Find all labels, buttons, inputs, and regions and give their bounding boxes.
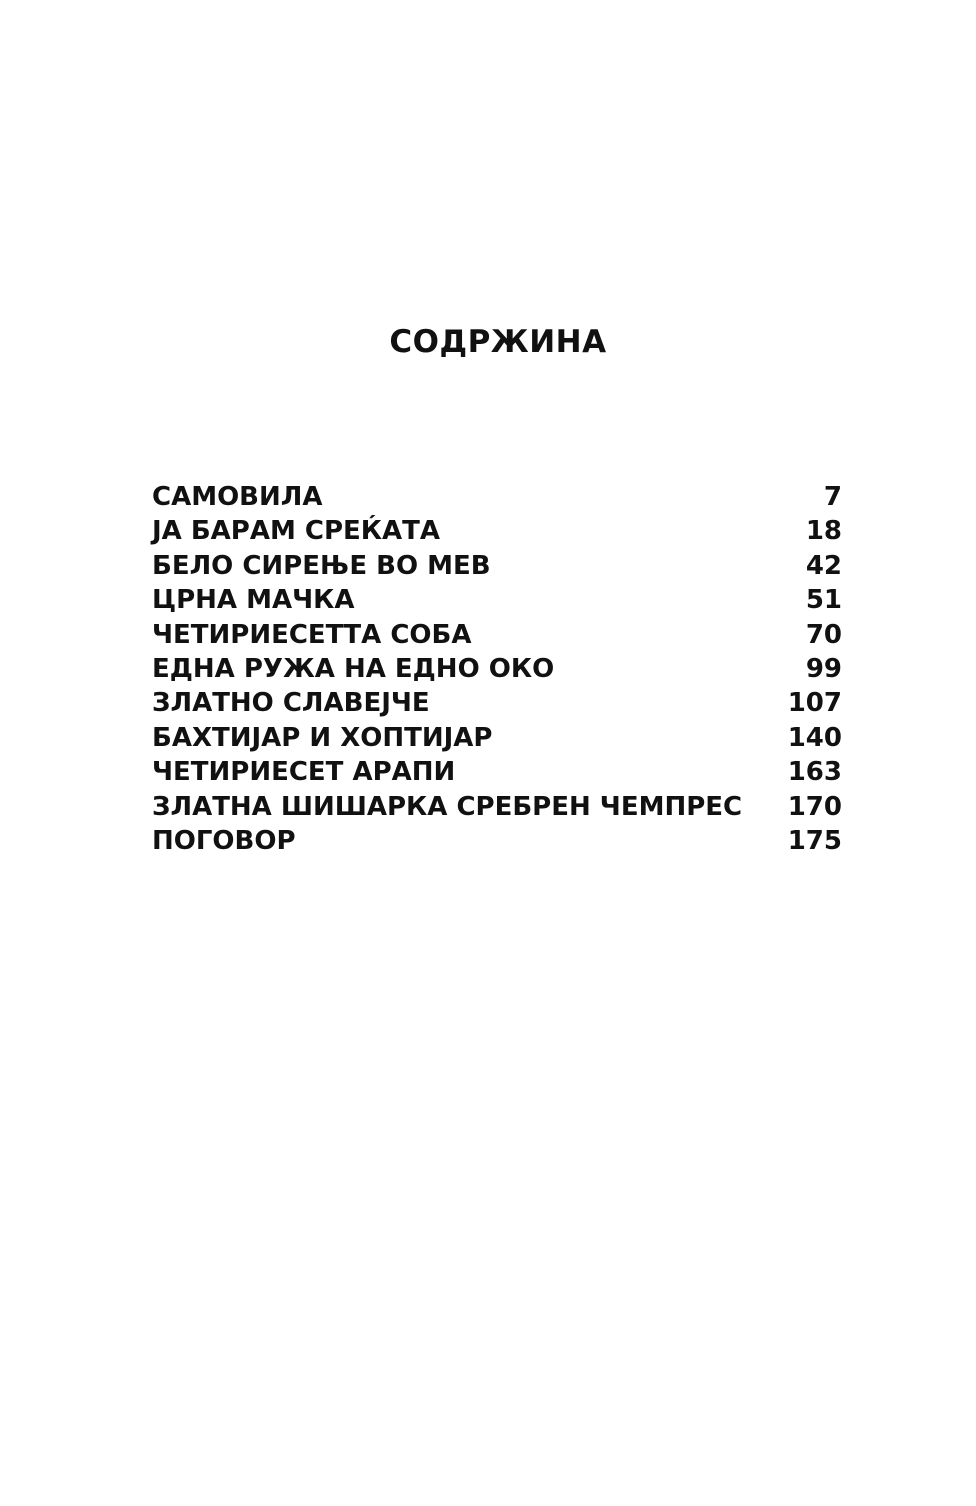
toc-entry-title: ПОГОВОР <box>152 825 296 856</box>
toc-entry-page: 99 <box>805 653 842 684</box>
toc-entry-page: 18 <box>805 516 842 547</box>
table-of-contents <box>152 480 842 858</box>
toc-entry <box>152 652 842 686</box>
toc-entry-title: ЈА БАРАМ СРЕЌАТА <box>152 516 441 547</box>
toc-entry-page: 7 <box>823 482 842 512</box>
toc-entry-title: ЧЕТИРИЕСЕТ АРАПИ <box>152 757 456 788</box>
toc-entry <box>152 480 842 514</box>
page-title: СОДРЖИНА <box>389 324 607 360</box>
toc-entry <box>152 790 842 824</box>
toc-entry-title: БАХТИЈАР И ХОПТИЈАР <box>152 722 493 753</box>
toc-entry-title: БЕЛО СИРЕЊЕ ВО МЕВ <box>152 550 491 581</box>
toc-entry <box>152 549 842 583</box>
toc-entry-page: 51 <box>805 585 842 616</box>
toc-entry-title: ЗЛАТНА ШИШАРКА СРЕБРЕН ЧЕМПРЕС <box>152 791 743 822</box>
toc-entry-title: ЧЕТИРИЕСЕТТА СОБА <box>152 619 472 650</box>
toc-entry-page: 175 <box>787 825 842 856</box>
toc-entry-page: 170 <box>787 791 842 822</box>
toc-entry-page: 107 <box>787 688 842 719</box>
toc-entry-page: 70 <box>805 619 842 650</box>
toc-entry-title: ЦРНА МАЧКА <box>152 585 355 616</box>
toc-entry-page: 42 <box>805 550 842 581</box>
toc-entry <box>152 583 842 617</box>
toc-entry <box>152 618 842 652</box>
toc-entry-page: 163 <box>787 757 842 788</box>
toc-entry <box>152 755 842 789</box>
toc-entry-title: САМОВИЛА <box>152 482 323 512</box>
toc-entry <box>152 721 842 755</box>
toc-entry <box>152 514 842 548</box>
toc-entry-title: ЗЛАТНО СЛАВЕЈЧЕ <box>152 688 430 719</box>
toc-entry <box>152 686 842 720</box>
toc-entry <box>152 824 842 858</box>
toc-entry-title: ЕДНА РУЖА НА ЕДНО ОКО <box>152 653 555 684</box>
toc-entry-page: 140 <box>787 722 842 753</box>
